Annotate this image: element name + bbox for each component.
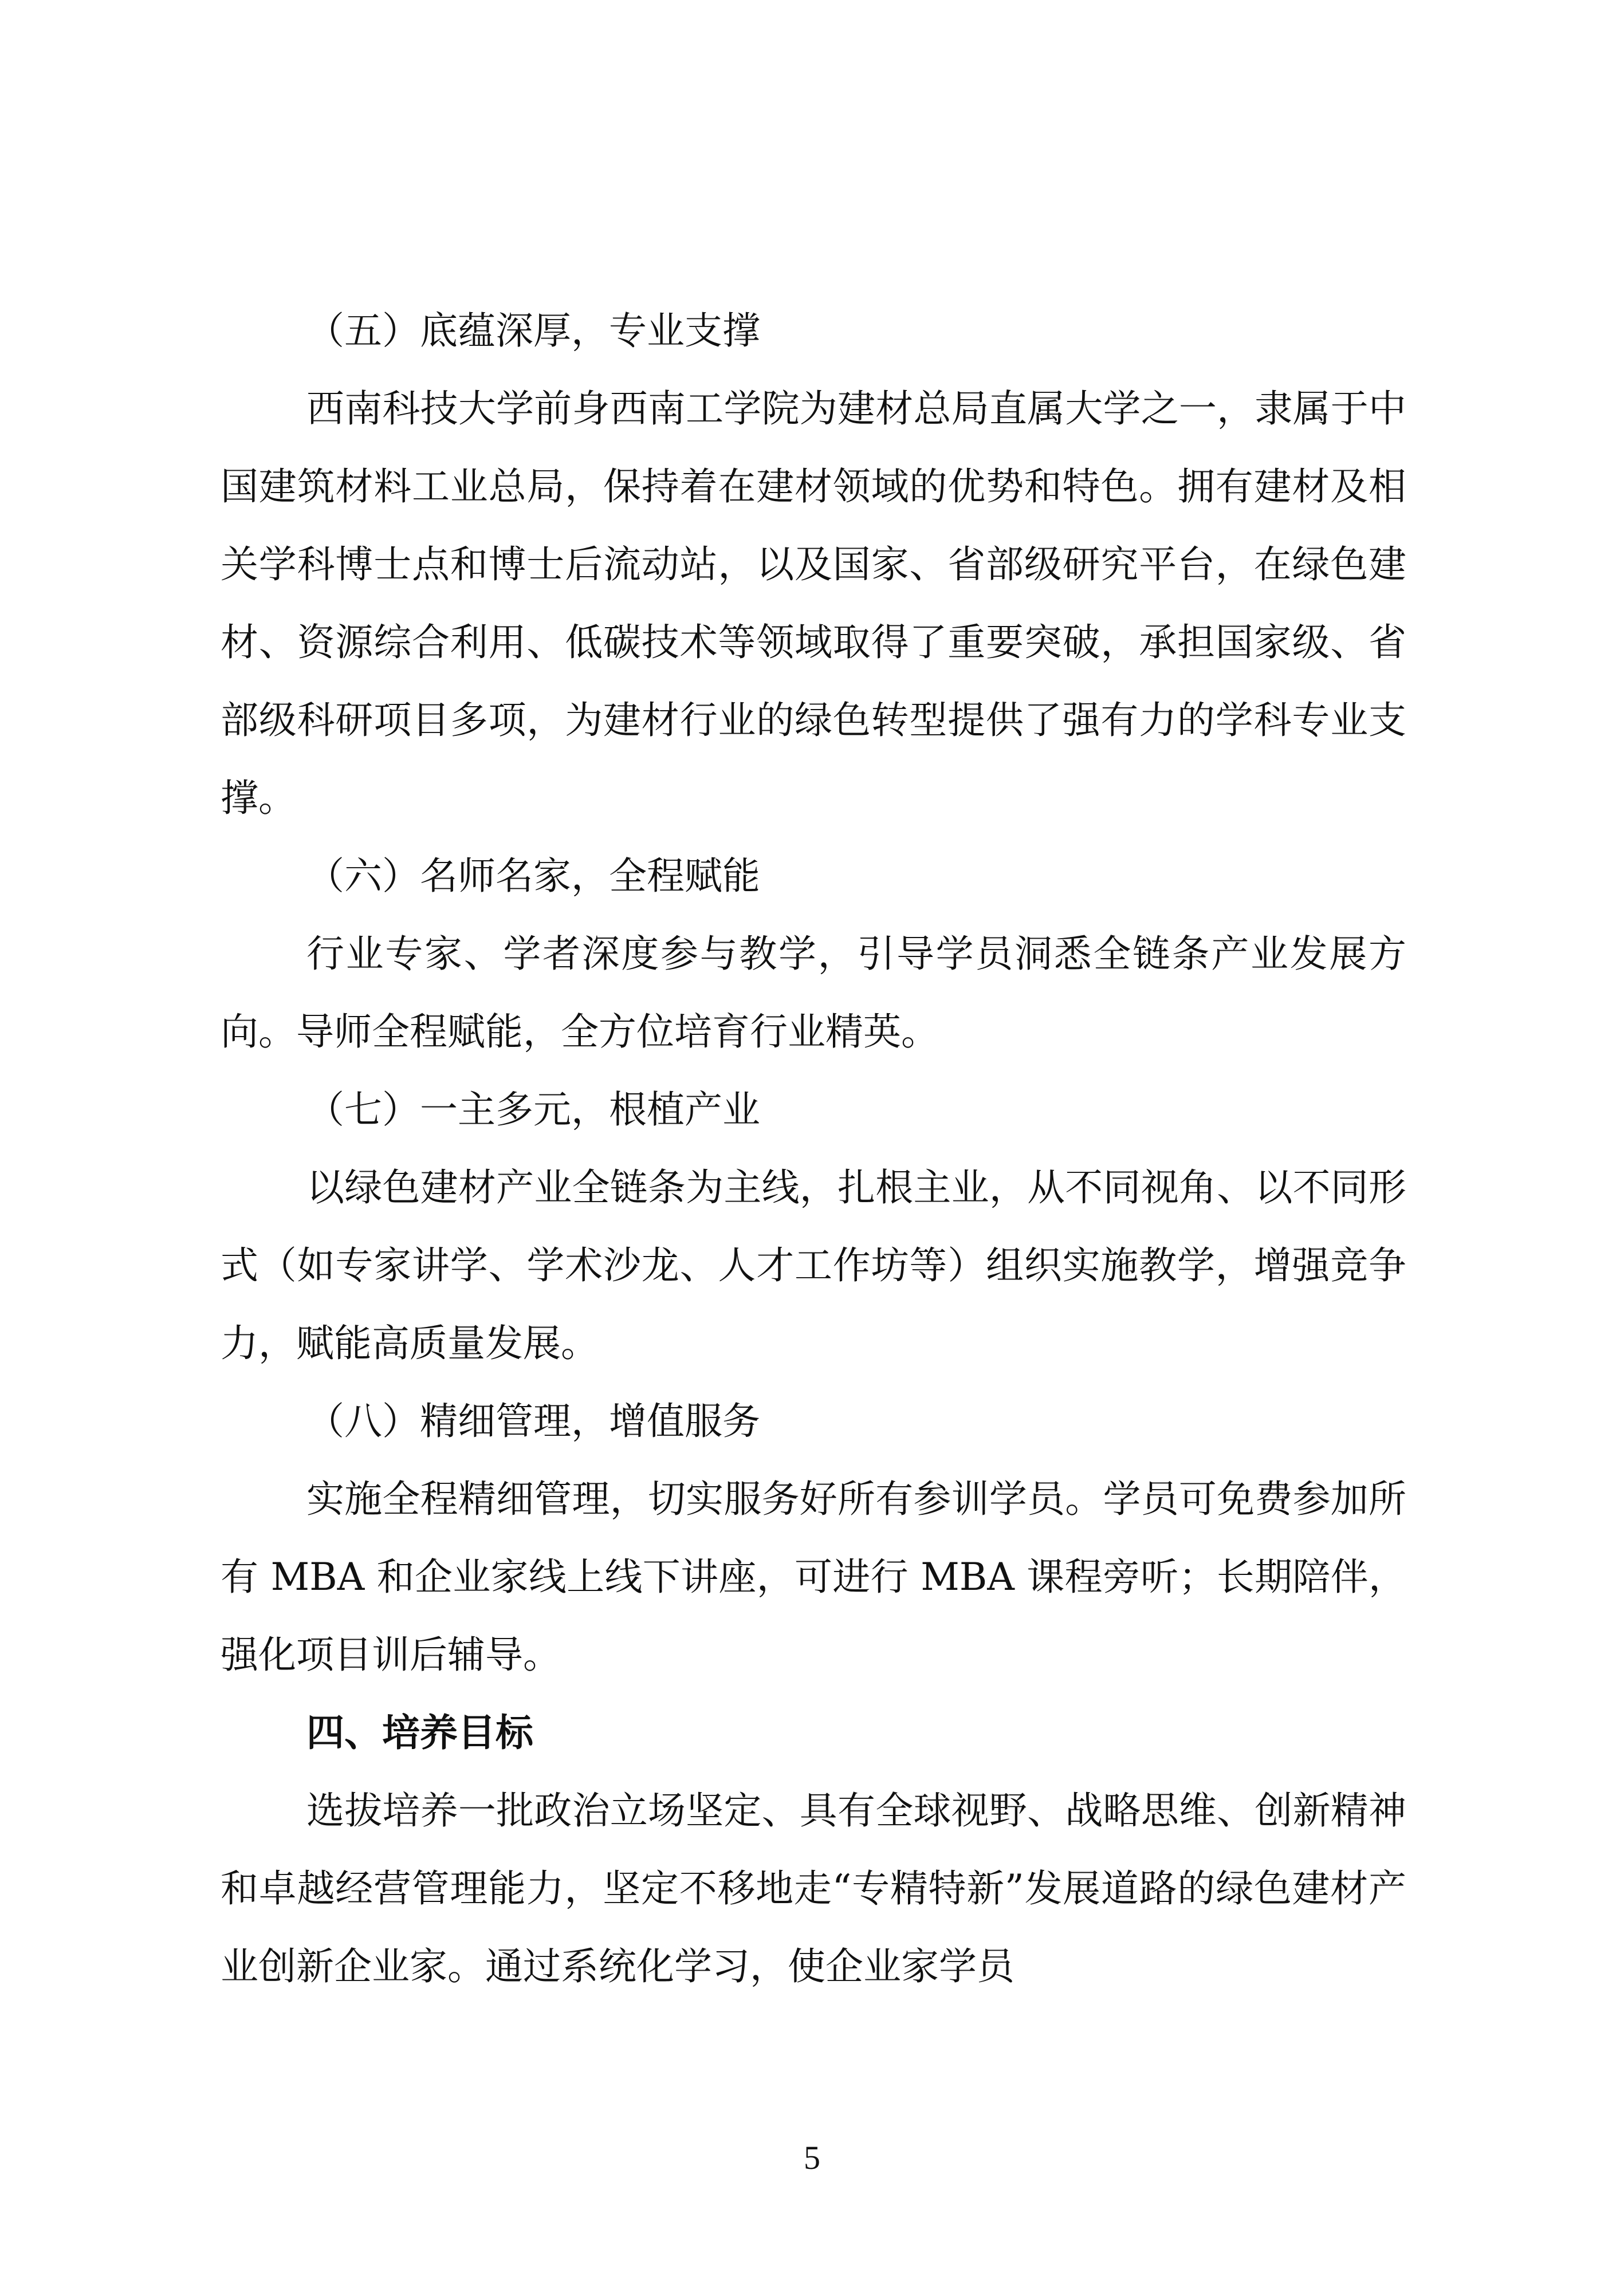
- subheading-five: （五）底蕴深厚，专业支撑: [306, 309, 760, 353]
- subheading-seven: （七）一主多元，根植产业: [306, 1088, 760, 1132]
- page-number: 5: [804, 2139, 820, 2176]
- subheading-eight: （八）精细管理，增值服务: [306, 1399, 760, 1443]
- paragraph-foundation: 西南科技大学前身西南工学院为建材总局直属大学之一，隶属于中国建筑材料工业总局，保持着在建材领域的优势和特色。拥有建材及相关学科博士点和博士后流动站，以及国家、省部级研究平台，在绿色建材、资源综合利用、低碳技术等领域取得了重要突破，承担国家级、省部级科研项目多项，为建材行业的绿色转型提供了强有力的学科专业支撑。: [221, 387, 1406, 820]
- paragraph-goals: 选拔培养一批政治立场坚定、具有全球视野、战略思维、创新精神和卓越经营管理能力，坚定不移地走“专精特新”发展道路的绿色建材产业创新企业家。通过系统化学习，使企业家学员: [221, 1789, 1406, 1988]
- paragraph-services: 实施全程精细管理，切实服务好所有参训学员。学员可免费参加所有 MBA 和企业家线上线下讲座，可进行 MBA 课程旁听；长期陪伴，强化项目训后辅导。: [221, 1477, 1406, 1677]
- section-heading-goals: 四、培养目标: [306, 1711, 533, 1755]
- paragraph-industry: 以绿色建材产业全链条为主线，扎根主业，从不同视角、以不同形式（如专家讲学、学术沙龙、人才工作坊等）组织实施教学，增强竞争力，赋能高质量发展。: [221, 1165, 1406, 1365]
- paragraph-mentors: 行业专家、学者深度参与教学，引导学员洞悉全链条产业发展方向。导师全程赋能，全方位培育行业精英。: [221, 932, 1406, 1054]
- subheading-six: （六）名师名家，全程赋能: [306, 854, 760, 898]
- document-body: [221, 292, 1406, 2006]
